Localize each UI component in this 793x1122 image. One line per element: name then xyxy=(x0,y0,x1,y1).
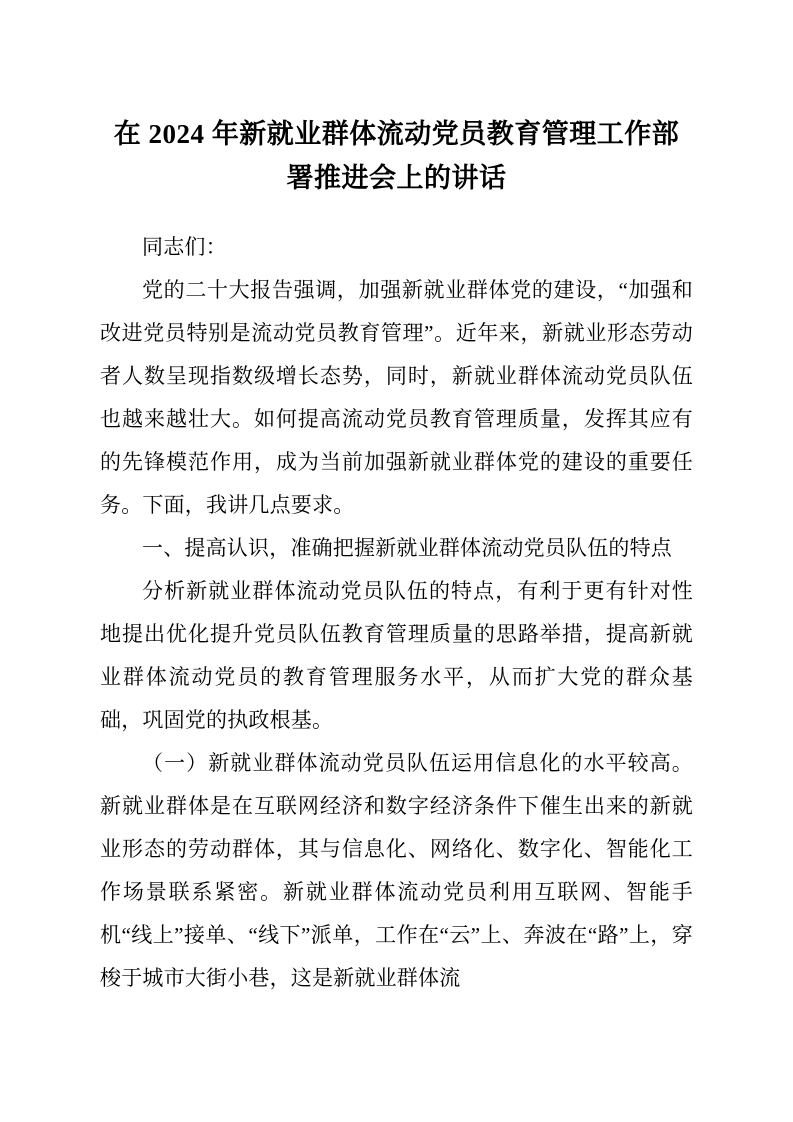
page-title: 在 2024 年新就业群体流动党员教育管理工作部署推进会上的讲话 xyxy=(113,119,680,193)
document-body xyxy=(100,226,693,1000)
paragraph-opening: 党的二十大报告强调，加强新就业群体党的建设，“加强和改进党员特别是流动党员教育管理”。近年来，新就业形态劳动者人数呈现指数级增长态势，同时，新就业群体流动党员队伍也越来越壮大。如何提高流动党员教育管理质量，发挥其应有的先锋模范作用，成为当前加强新就业群体党的建设的重要任务。下面，我讲几点要求。 xyxy=(100,278,693,517)
heading-section-one: 一、提高认识，准确把握新就业群体流动党员队伍的特点 xyxy=(142,536,672,560)
paragraph-salutation: 同志们： xyxy=(142,235,227,259)
paragraph-two: （一）新就业群体流动党员队伍运用信息化的水平较高。新就业群体是在互联网经济和数字经济条件下催生出来的新就业形态的劳动群体，其与信息化、网络化、数字化、智能化工作场景联系紧密。新就业群体流动党员利用互联网、智能手机“线上”接单、“线下”派单，工作在“云”上、奔波在“路”上，穿梭于城市大街小巷，这是新就业群体流 xyxy=(100,751,693,990)
paragraph-one: 分析新就业群体流动党员队伍的特点，有利于更有针对性地提出优化提升党员队伍教育管理质量的思路举措，提高新就业群体流动党员的教育管理服务水平，从而扩大党的群众基础，巩固党的执政根基。 xyxy=(100,579,693,732)
